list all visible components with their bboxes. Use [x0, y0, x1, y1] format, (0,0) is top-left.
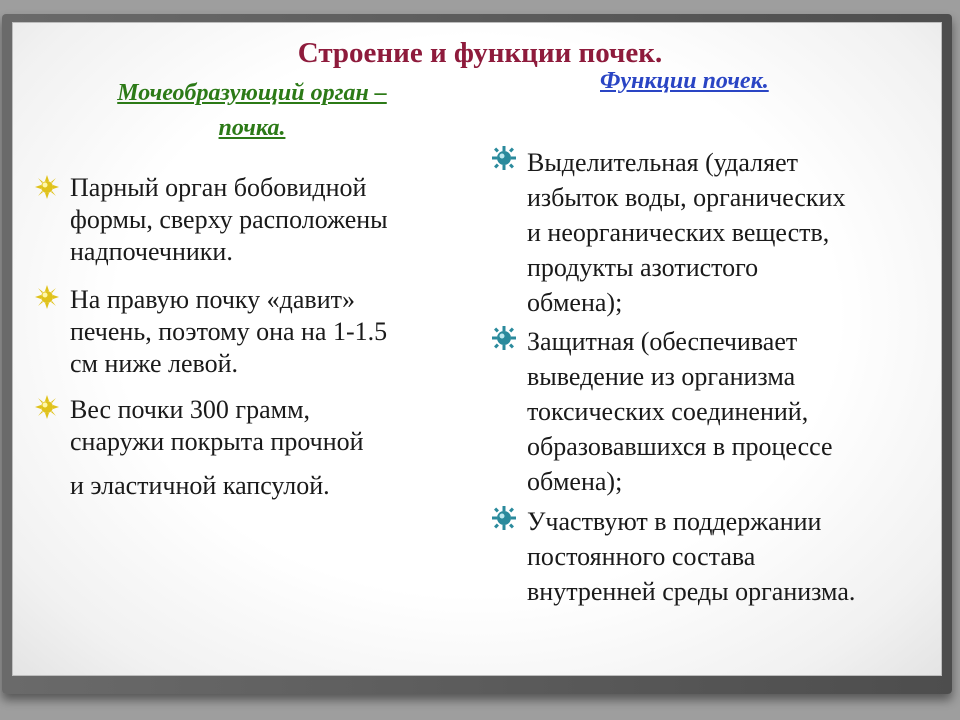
yellow-sun-icon	[35, 175, 59, 199]
yellow-sun-icon	[35, 285, 59, 309]
text-line: снаружи покрыта прочной	[70, 427, 364, 456]
text-line: надпочечники.	[70, 237, 233, 266]
teal-gear-icon	[492, 326, 516, 350]
text-line: Защитная (обеспечивает	[527, 327, 798, 356]
text-line: Вес почки 300 грамм,	[70, 395, 311, 424]
text-line: и неорганических веществ,	[527, 218, 830, 247]
teal-gear-icon	[492, 146, 516, 170]
text-line: Участвуют в поддержании	[527, 507, 822, 536]
right-bullet-2-text	[527, 324, 833, 499]
text-line: избыток воды, органических	[527, 183, 846, 212]
text-line: образовавшихся в процессе	[527, 432, 833, 461]
text-line: и эластичной капсулой.	[70, 471, 330, 500]
right-bullet-3-text	[527, 504, 855, 609]
text-line: см ниже левой.	[70, 349, 239, 378]
text-line: На правую почку «давит»	[70, 285, 355, 314]
left-bullet-3-text	[70, 394, 364, 502]
left-bullet-1-text	[70, 172, 388, 268]
left-bullet-2-text	[70, 284, 387, 380]
text-line: Выделительная (удаляет	[527, 148, 798, 177]
text-line: Парный орган бобовидной	[70, 173, 367, 202]
text-line: продукты азотистого	[527, 253, 759, 282]
right-bullet-1-text	[527, 145, 845, 320]
right-column-heading: Функции почек.	[600, 68, 769, 94]
text-line: обмена);	[527, 467, 623, 496]
left-heading-line: Мочеобразующий орган –	[117, 80, 387, 106]
left-heading-line: почка.	[218, 115, 286, 141]
text-line: постоянного состава	[527, 542, 756, 571]
left-column-heading	[72, 76, 432, 146]
text-line: внутренней среды организма.	[527, 577, 856, 606]
text-line: выведение из организма	[527, 362, 796, 391]
text-line: обмена);	[527, 288, 623, 317]
text-line: печень, поэтому она на 1-1.5	[70, 317, 388, 346]
teal-gear-icon	[492, 506, 516, 530]
yellow-sun-icon	[35, 395, 59, 419]
text-line: токсических соединений,	[527, 397, 809, 426]
slide-title: Строение и функции почек.	[297, 37, 663, 69]
text-line: формы, сверху расположены	[70, 205, 388, 234]
